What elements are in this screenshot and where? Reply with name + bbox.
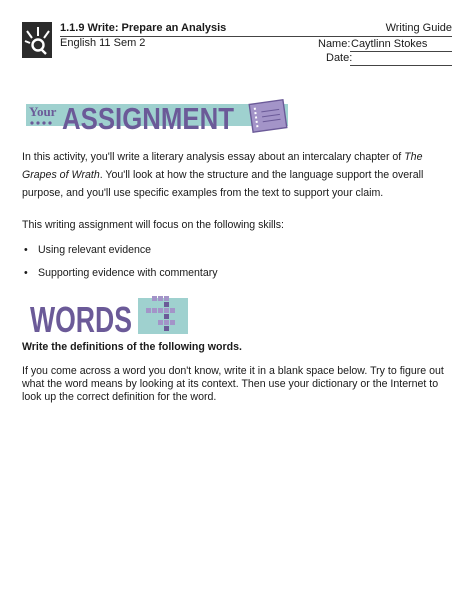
crossword-icon: [138, 296, 188, 334]
skills-intro: This writing assignment will focus on the following skills:: [22, 219, 285, 231]
assignment-intro-paragraph: In this activity, you'll write a literary analysis essay about an intercalary chapter of The Grapes of Wrath. You'll look at how the structure and the language support the overall purpose, and you'll use specific examples from the text to support your claim.: [22, 151, 424, 199]
notebook-icon: [249, 100, 287, 132]
your-assignment-banner: [26, 92, 301, 138]
document-type: Writing Guide: [385, 22, 452, 34]
course-name: English 11 Sem 2: [60, 37, 146, 49]
words-banner: [28, 292, 196, 338]
banner-words-text: WORDS: [30, 299, 132, 338]
skills-list: [22, 241, 218, 287]
banner-your-text: Your: [29, 104, 57, 119]
name-label: Name:: [318, 38, 351, 50]
name-underline: [350, 51, 452, 52]
lesson-title: 1.1.9 Write: Prepare an Analysis: [60, 22, 227, 34]
words-heading: Write the definitions of the following words.: [22, 341, 242, 353]
school-logo-icon: [22, 22, 52, 58]
book-title: The Grapes of Wrath: [22, 151, 423, 181]
name-field[interactable]: Caytlinn Stokes: [351, 38, 428, 50]
list-item: • Supporting evidence with commentary: [22, 264, 218, 287]
list-item: • Using relevant evidence: [22, 241, 218, 264]
date-label: Date:: [326, 52, 353, 64]
words-instructions: If you come across a word you don't know, write it in a blank space below. Try to figure out what the word means by looking at its context. Then use your dictionary or the Internet to look up the correct definition for the word.: [22, 365, 444, 403]
date-field[interactable]: [350, 65, 452, 66]
banner-assignment-text: ASSIGNMENT: [62, 101, 235, 136]
